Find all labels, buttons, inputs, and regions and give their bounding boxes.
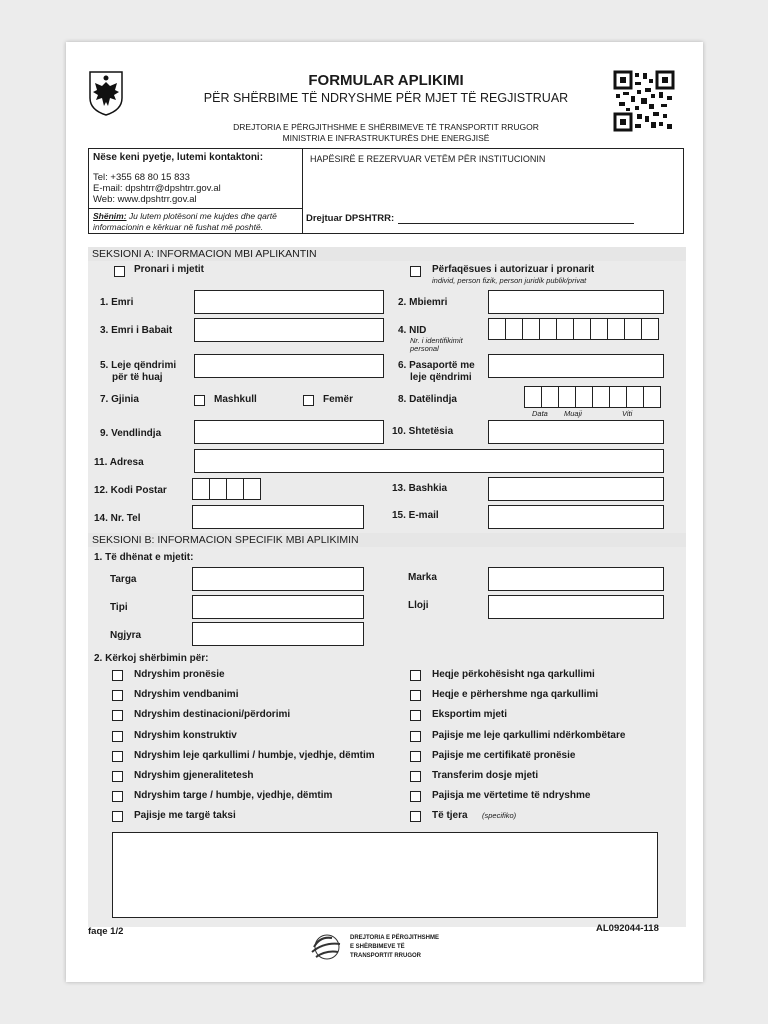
note bbox=[93, 211, 299, 233]
f14-label: 14. Nr. Tel bbox=[94, 513, 141, 524]
tipi-input[interactable] bbox=[192, 595, 364, 619]
section-a-title: SEKSIONI A: INFORMACION MBI APLIKANTIN bbox=[88, 247, 686, 261]
service-label: Pajisja me vërtetime të ndryshme bbox=[432, 790, 591, 802]
female-checkbox[interactable] bbox=[303, 395, 314, 406]
f3-label: 3. Emri i Babait bbox=[100, 325, 173, 336]
service-label: Eksportim mjeti bbox=[432, 709, 508, 721]
owner-label: Pronari i mjetit bbox=[134, 264, 205, 275]
service-label: Ndryshim pronësie bbox=[134, 669, 225, 680]
f4-note-2: personal bbox=[410, 344, 439, 353]
f4-note-1: Nr. i identifikimit bbox=[410, 336, 463, 345]
service-checkbox[interactable] bbox=[112, 690, 123, 701]
nid-cell[interactable] bbox=[556, 318, 574, 340]
nid-cell[interactable] bbox=[624, 318, 642, 340]
f5-input[interactable] bbox=[194, 354, 384, 378]
nid-cell[interactable] bbox=[505, 318, 523, 340]
f1-input[interactable] bbox=[194, 290, 384, 314]
albania-emblem-icon bbox=[88, 70, 124, 116]
f5b-label: për të huaj bbox=[112, 372, 163, 383]
qr-code-icon bbox=[613, 70, 675, 132]
contact-heading: Nëse keni pyetje, lutemi kontaktoni: bbox=[93, 152, 264, 163]
service-checkbox[interactable] bbox=[112, 731, 123, 742]
f4-label: 4. NID bbox=[398, 325, 427, 336]
f10-input[interactable] bbox=[488, 420, 664, 444]
dob-day-label: Data bbox=[532, 409, 548, 418]
f2-label: 2. Mbiemri bbox=[398, 297, 448, 308]
contact-web: Web: www.dpshtrr.gov.al bbox=[93, 194, 197, 205]
nid-cell[interactable] bbox=[641, 318, 659, 340]
footer-org-2: E SHËRBIMEVE TË bbox=[350, 944, 405, 950]
f10-label: 10. Shtetësia bbox=[392, 426, 454, 437]
f5a-label: 5. Leje qëndrimi bbox=[100, 360, 177, 371]
service-label: Ndryshim gjeneralitetesh bbox=[134, 770, 254, 781]
page-number: faqe 1/2 bbox=[88, 926, 124, 937]
other-note: (specifiko) bbox=[482, 811, 517, 820]
service-checkbox[interactable] bbox=[112, 670, 123, 681]
f8-label: 8. Datëlindja bbox=[398, 394, 457, 405]
postal-cell[interactable] bbox=[192, 478, 210, 500]
ministry-name: MINISTRIA E INFRASTRUKTURËS DHE ENERGJISË bbox=[282, 133, 490, 143]
service-checkbox[interactable] bbox=[410, 690, 421, 701]
service-label: Të tjera bbox=[432, 810, 468, 822]
female-label: Femër bbox=[323, 394, 354, 405]
service-label: Ndryshim konstruktiv bbox=[134, 729, 237, 741]
service-checkbox[interactable] bbox=[410, 731, 421, 742]
f6b-label: leje qëndrimi bbox=[410, 372, 472, 383]
marka-input[interactable] bbox=[488, 567, 664, 591]
dob-cell[interactable] bbox=[575, 386, 593, 408]
service-checkbox[interactable] bbox=[410, 771, 421, 782]
f13-label: 13. Bashkia bbox=[392, 483, 448, 494]
specify-textarea[interactable] bbox=[112, 832, 658, 918]
nid-cell[interactable] bbox=[539, 318, 557, 340]
dob-cell[interactable] bbox=[643, 386, 661, 408]
f6-input[interactable] bbox=[488, 354, 664, 378]
targa-label: Targa bbox=[110, 574, 137, 585]
f11-label: 11. Adresa bbox=[94, 457, 144, 468]
f3-input[interactable] bbox=[194, 318, 384, 342]
f2-input[interactable] bbox=[488, 290, 664, 314]
service-checkbox[interactable] bbox=[410, 751, 421, 762]
f13-input[interactable] bbox=[488, 477, 664, 501]
service-checkbox[interactable] bbox=[112, 791, 123, 802]
service-checkbox[interactable] bbox=[410, 811, 421, 822]
targa-input[interactable] bbox=[192, 567, 364, 591]
service-checkbox[interactable] bbox=[112, 811, 123, 822]
dob-month-label: Muaji bbox=[564, 409, 582, 418]
service-checkbox[interactable] bbox=[410, 791, 421, 802]
org-name: DREJTORIA E PËRGJITHSHME E SHËRBIMEVE TË TRANSPORTIT RRUGOR bbox=[233, 122, 539, 132]
contact-tel: Tel: +355 68 80 15 833 bbox=[93, 172, 190, 183]
marka-label: Marka bbox=[408, 572, 437, 583]
service-heading: 2. Kërkoj shërbimin për: bbox=[94, 653, 209, 664]
note-label: Shënim: bbox=[93, 211, 127, 221]
service-checkbox[interactable] bbox=[112, 751, 123, 762]
footer-org-3: TRANSPORTIT RRUGOR bbox=[350, 953, 421, 959]
service-label: Transferim dosje mjeti bbox=[432, 770, 539, 781]
dob-year-label: Viti bbox=[622, 409, 633, 418]
dob-cell[interactable] bbox=[541, 386, 559, 408]
male-label: Mashkull bbox=[214, 394, 257, 405]
lloji-input[interactable] bbox=[488, 595, 664, 619]
nid-cell[interactable] bbox=[522, 318, 540, 340]
service-label: Ndryshim vendbanimi bbox=[134, 689, 239, 701]
service-label: Ndryshim leje qarkullimi / humbje, vjedhje, dëmtim bbox=[134, 749, 375, 761]
male-checkbox[interactable] bbox=[194, 395, 205, 406]
drejtuar-label: Drejtuar DPSHTRR: bbox=[306, 213, 395, 224]
dob-cell[interactable] bbox=[558, 386, 576, 408]
dob-cell[interactable] bbox=[592, 386, 610, 408]
lloji-label: Lloji bbox=[408, 600, 429, 611]
form-code: AL092044-118 bbox=[596, 923, 659, 934]
ngjyra-label: Ngjyra bbox=[110, 630, 142, 641]
service-label: Heqje e përhershme nga qarkullimi bbox=[432, 689, 599, 701]
ngjyra-input[interactable] bbox=[192, 622, 364, 646]
service-label: Pajisje me certifikatë pronësie bbox=[432, 749, 576, 761]
note-text-1: Ju lutem plotësoni me kujdes dhe qartë bbox=[128, 211, 277, 221]
footer-org-1: DREJTORIA E PËRGJITHSHME bbox=[350, 935, 440, 941]
form-subtitle: PËR SHËRBIME TË NDRYSHME PËR MJET TË REGJISTRUAR bbox=[203, 91, 569, 105]
service-label: Pajisje me targë taksi bbox=[134, 810, 236, 822]
dob-cell[interactable] bbox=[626, 386, 644, 408]
f1-label: 1. Emri bbox=[100, 297, 134, 308]
vehicle-heading: 1. Të dhënat e mjetit: bbox=[94, 552, 194, 563]
nid-cell[interactable] bbox=[607, 318, 625, 340]
f11-input[interactable] bbox=[194, 449, 664, 473]
postal-cell[interactable] bbox=[209, 478, 227, 500]
f14-input[interactable] bbox=[192, 505, 364, 529]
service-checkbox[interactable] bbox=[112, 710, 123, 721]
drejtuar-line[interactable] bbox=[398, 223, 634, 224]
dob-cell[interactable] bbox=[609, 386, 627, 408]
postal-cell[interactable] bbox=[243, 478, 261, 500]
f7-label: 7. Gjinia bbox=[100, 394, 139, 405]
contact-email: E-mail: dpshtrr@dpshtrr.gov.al bbox=[93, 183, 221, 194]
f12-label: 12. Kodi Postar bbox=[94, 485, 167, 496]
nid-cell[interactable] bbox=[488, 318, 506, 340]
service-label: Heqje përkohësisht nga qarkullimi bbox=[432, 669, 595, 680]
service-label: Pajisje me leje qarkullimi ndërkombëtare bbox=[432, 729, 626, 741]
form-title: FORMULAR APLIKIMI bbox=[308, 72, 464, 89]
nid-cell[interactable] bbox=[590, 318, 608, 340]
rep-note: individ, person fizik, person juridik publik/privat bbox=[432, 276, 587, 285]
rep-checkbox[interactable] bbox=[410, 266, 421, 277]
tipi-label: Tipi bbox=[110, 602, 128, 613]
rep-label: Përfaqësues i autorizuar i pronarit bbox=[432, 264, 595, 275]
dpshtrr-logo-icon bbox=[310, 932, 344, 962]
dob-cell[interactable] bbox=[524, 386, 542, 408]
f9-label: 9. Vendlindja bbox=[100, 428, 162, 439]
f9-input[interactable] bbox=[194, 420, 384, 444]
postal-cell[interactable] bbox=[226, 478, 244, 500]
form-page bbox=[66, 42, 703, 982]
service-label: Ndryshim destinacioni/përdorimi bbox=[134, 709, 291, 721]
f15-input[interactable] bbox=[488, 505, 664, 529]
service-checkbox[interactable] bbox=[410, 670, 421, 681]
section-b-title: SEKSIONI B: INFORMACION SPECIFIK MBI APLIKIMIN bbox=[88, 533, 686, 547]
service-checkbox[interactable] bbox=[410, 710, 421, 721]
owner-checkbox[interactable] bbox=[114, 266, 125, 277]
reserved-label: HAPËSIRË E REZERVUAR VETËM PËR INSTITUCIONIN bbox=[310, 154, 546, 164]
nid-cell[interactable] bbox=[573, 318, 591, 340]
note-text-2: informacionin e kërkuar në fushat më poshtë. bbox=[93, 222, 264, 232]
service-checkbox[interactable] bbox=[112, 771, 123, 782]
f6a-label: 6. Pasaportë me bbox=[398, 360, 475, 371]
f15-label: 15. E-mail bbox=[392, 510, 439, 521]
service-label: Ndryshim targe / humbje, vjedhje, dëmtim bbox=[134, 790, 333, 802]
